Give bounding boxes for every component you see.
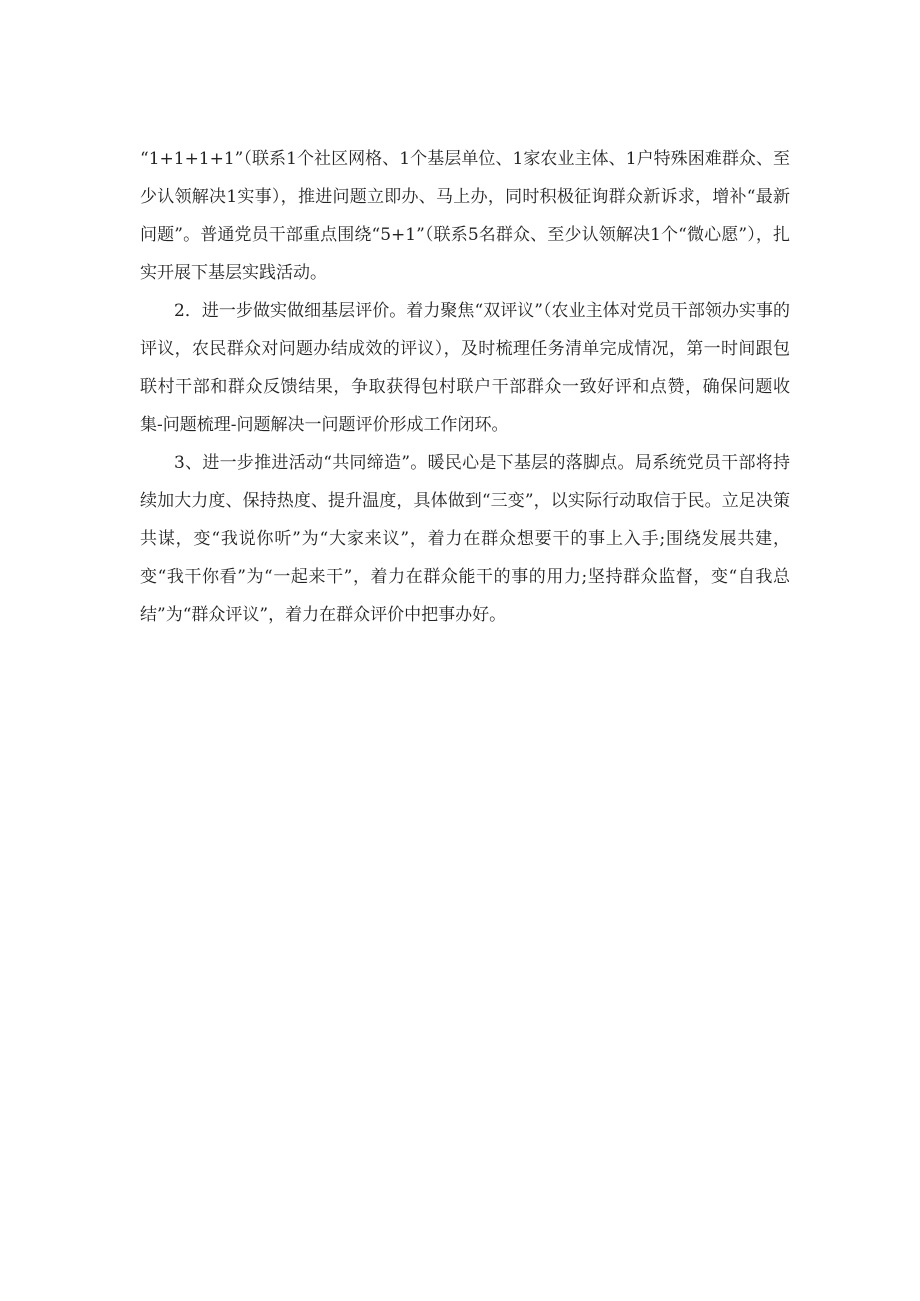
paragraph-2-evaluation: 2．进一步做实做细基层评价。着力聚焦“双评议”（农业主体对党员干部领办实事的评议，农民群众对问题办结成效的评议），及时梳理任务清单完成情况，第一时间跟包联村干部和群众反馈结果，争取获得包村联户干部群众一致好评和点赞，确保问题收集-问题梳理-问题解决一问题评价形成工作闭环。 (140, 301, 790, 435)
paragraph-continuation: “1+1+1+1”（联系1个社区网格、1个基层单位、1家农业主体、1户特殊困难群众、至少认领解决1实事），推进问题立即办、马上办，同时积极征询群众新诉求，增补“最新问题”。普通党员干部重点围绕“5+1”（联系5名群众、至少认领解决1个“微心愿”），扎实开展下基层实践活动。 (140, 149, 790, 283)
document-body (140, 140, 790, 634)
paragraph-3-co-creation: 3、进一步推进活动“共同缔造”。暖民心是下基层的落脚点。局系统党员干部将持续加大力度、保持热度、提升温度，具体做到“三变”，以实际行动取信于民。立足决策共谋，变“我说你听”为“大家来议”，着力在群众想要干的事上入手;围绕发展共建，变“我干你看”为“一起来干”，着力在群众能干的事的用力;坚持群众监督，变“自我总结”为“群众评议”，着力在群众评价中把事办好。 (140, 453, 790, 625)
